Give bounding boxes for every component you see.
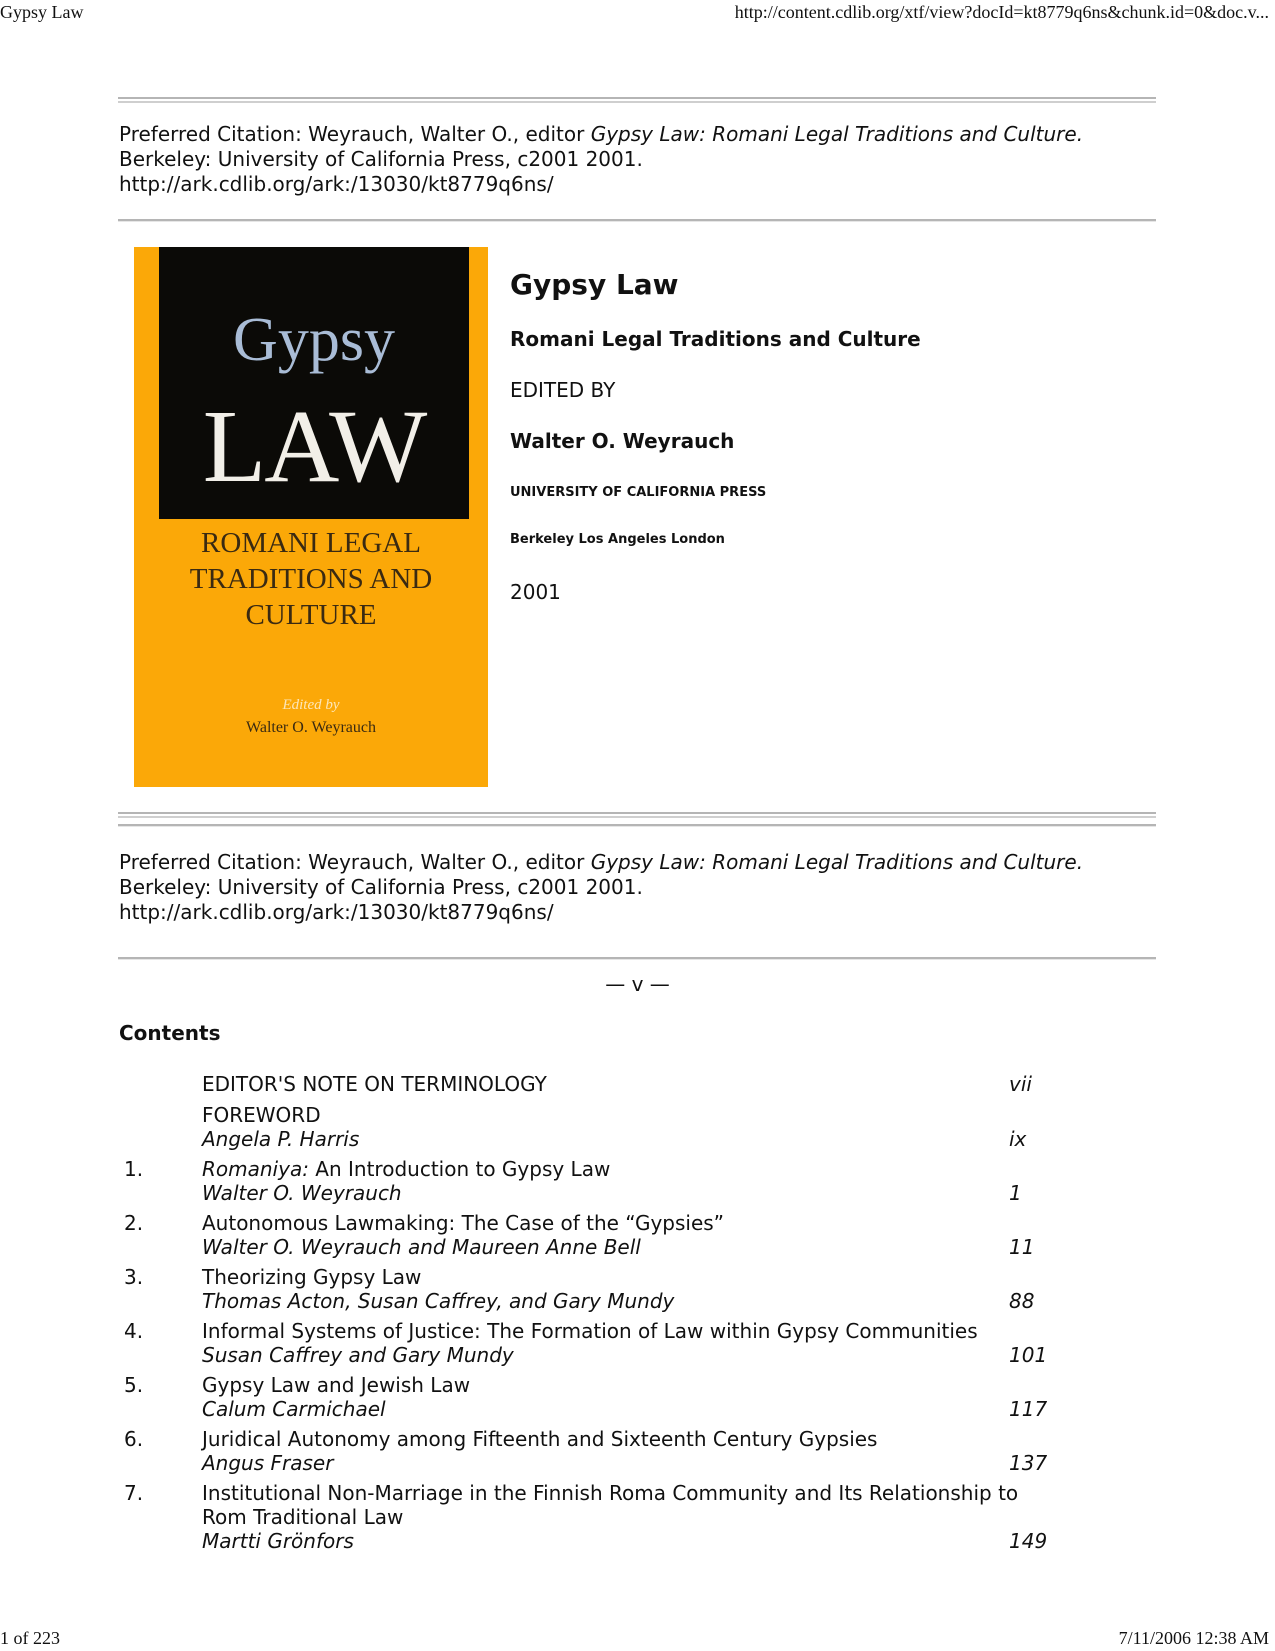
citation-url[interactable]: http://ark.cdlib.org/ark:/13030/kt8779q6ns/ — [119, 900, 554, 924]
book-subtitle: Romani Legal Traditions and Culture — [510, 327, 921, 351]
edited-by-label: EDITED BY — [510, 378, 616, 402]
toc-page-number: 11 — [1009, 1235, 1035, 1259]
cover-title-panel — [159, 247, 469, 519]
toc-entry[interactable] — [119, 1211, 1119, 1259]
cover-subtitle — [134, 525, 488, 633]
publisher: UNIVERSITY OF CALIFORNIA PRESS — [510, 485, 767, 500]
toc-entry[interactable] — [119, 1072, 1119, 1096]
toc-entry[interactable] — [119, 1265, 1119, 1313]
cover-subtitle-line: ROMANI LEGAL — [201, 527, 421, 559]
cover-title-gypsy: Gypsy — [233, 306, 395, 374]
toc-author: Susan Caffrey and Gary Mundy — [202, 1343, 514, 1367]
divider — [118, 219, 1156, 222]
toc-author: Walter O. Weyrauch and Maureen Anne Bell — [202, 1235, 641, 1259]
toc-entry[interactable] — [119, 1481, 1119, 1553]
toc-title: Theorizing Gypsy Law — [202, 1265, 422, 1289]
toc-title: Autonomous Lawmaking: The Case of the “Gypsies” — [202, 1211, 725, 1235]
toc-number: 4. — [124, 1319, 144, 1343]
editor-name: Walter O. Weyrauch — [510, 429, 735, 453]
toc-title-text: An Introduction to Gypsy Law — [308, 1157, 611, 1181]
toc-page-number: 88 — [1009, 1289, 1035, 1313]
toc-title: Informal Systems of Justice: The Formation of Law within Gypsy Communities — [202, 1319, 978, 1343]
toc-page-number: 101 — [1009, 1343, 1048, 1367]
cover-editor: Walter O. Weyrauch — [246, 719, 376, 736]
toc-entry[interactable] — [119, 1103, 1119, 1151]
page-count: 1 of 223 — [0, 1628, 60, 1648]
toc-title: Gypsy Law and Jewish Law — [202, 1373, 471, 1397]
citation-title: Gypsy Law: Romani Legal Traditions and Culture. — [590, 122, 1084, 146]
toc-page-number: 149 — [1009, 1529, 1048, 1553]
divider — [118, 97, 1156, 103]
toc-title: Institutional Non-Marriage in the Finnish Roma Community and Its Relationship to Rom Traditional Law — [202, 1481, 1019, 1529]
divider — [118, 957, 1156, 960]
preferred-citation — [119, 850, 1119, 925]
book-title: Gypsy Law — [510, 268, 679, 301]
table-of-contents — [119, 1072, 1119, 1559]
print-timestamp: 7/11/2006 12:38 AM — [1118, 1628, 1269, 1648]
toc-author: Calum Carmichael — [202, 1397, 386, 1421]
toc-title: Juridical Autonomy among Fifteenth and Sixteenth Century Gypsies — [202, 1427, 878, 1451]
toc-number: 2. — [124, 1211, 144, 1235]
toc-author: Angela P. Harris — [202, 1127, 360, 1151]
book-cover-image — [134, 247, 488, 787]
contents-heading: Contents — [119, 1021, 221, 1045]
toc-page-number: 1 — [1009, 1181, 1022, 1205]
toc-title-italic: Romaniya: — [202, 1157, 309, 1181]
citation-publisher: Berkeley: University of California Press, c2001 2001. — [119, 147, 643, 171]
page-header-title: Gypsy Law — [0, 2, 84, 22]
cover-subtitle-line: TRADITIONS AND — [189, 563, 433, 595]
toc-title: FOREWORD — [202, 1103, 321, 1127]
citation-prefix: Preferred Citation: Weyrauch, Walter O., editor — [119, 850, 591, 874]
toc-number: 1. — [124, 1157, 144, 1181]
page-header-url: http://content.cdlib.org/xtf/view?docId=kt8779q6ns&chunk.id=0&doc.v... — [734, 2, 1269, 22]
publication-year: 2001 — [510, 580, 561, 604]
divider — [118, 824, 1156, 827]
citation-url[interactable]: http://ark.cdlib.org/ark:/13030/kt8779q6ns/ — [119, 172, 554, 196]
toc-page-number: ix — [1009, 1127, 1027, 1151]
toc-entry[interactable] — [119, 1427, 1119, 1475]
cover-title-law: LAW — [202, 389, 426, 504]
toc-number: 6. — [124, 1427, 144, 1451]
toc-author: Angus Fraser — [202, 1451, 334, 1475]
divider — [118, 812, 1156, 818]
page-number-marker: — v — — [605, 972, 670, 996]
toc-author: Martti Grönfors — [202, 1529, 354, 1553]
cover-edited-by: Edited by — [282, 697, 340, 713]
citation-title: Gypsy Law: Romani Legal Traditions and Culture. — [590, 850, 1084, 874]
toc-number: 3. — [124, 1265, 144, 1289]
toc-page-number: 117 — [1009, 1397, 1048, 1421]
citation-prefix: Preferred Citation: Weyrauch, Walter O., editor — [119, 122, 591, 146]
toc-title: EDITOR'S NOTE ON TERMINOLOGY — [202, 1072, 547, 1096]
publisher-places: Berkeley Los Angeles London — [510, 532, 725, 547]
citation-publisher: Berkeley: University of California Press, c2001 2001. — [119, 875, 643, 899]
toc-author: Walter O. Weyrauch — [202, 1181, 402, 1205]
cover-subtitle-line: CULTURE — [245, 599, 377, 631]
toc-page-number: 137 — [1009, 1451, 1048, 1475]
toc-entry[interactable] — [119, 1373, 1119, 1421]
toc-entry[interactable] — [119, 1157, 1119, 1205]
toc-author: Thomas Acton, Susan Caffrey, and Gary Mundy — [202, 1289, 675, 1313]
preferred-citation — [119, 122, 1119, 197]
toc-page-number: vii — [1009, 1072, 1032, 1096]
toc-number: 7. — [124, 1481, 144, 1505]
toc-number: 5. — [124, 1373, 144, 1397]
toc-entry[interactable] — [119, 1319, 1119, 1367]
toc-title — [202, 1157, 1002, 1181]
